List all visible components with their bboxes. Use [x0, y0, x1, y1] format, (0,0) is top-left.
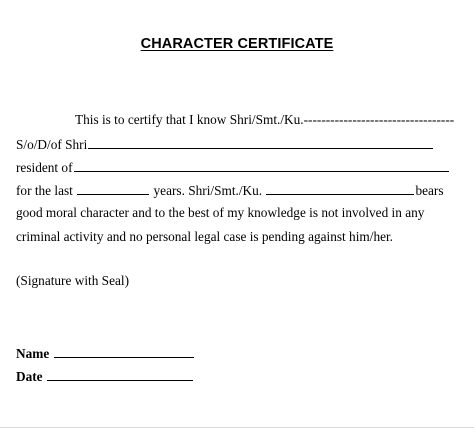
date-blank[interactable] [47, 367, 193, 381]
years-label: years. Shri/Smt./Ku. [153, 183, 263, 198]
duration-label: for the last [16, 183, 73, 198]
residence-blank[interactable] [74, 158, 449, 172]
parent-label: S/o/D/of Shri [16, 137, 88, 152]
certificate-title-text: CHARACTER CERTIFICATE [140, 36, 334, 52]
bears-label: bears [415, 183, 444, 198]
certificate-title [0, 36, 474, 52]
name-label: Name [16, 346, 50, 361]
name-field-row [16, 344, 195, 362]
character-line: good moral character and to the best of my knowledge is not involved in any [16, 205, 425, 220]
parent-line [16, 135, 434, 153]
criminal-record-line: criminal activity and no personal legal case is pending against him/her. [16, 229, 394, 244]
residence-label: resident of [16, 160, 73, 175]
date-field-row [16, 367, 194, 385]
certify-line: This is to certify that I know Shri/Smt./Ku.---------------------------------- [75, 112, 455, 127]
name-blank[interactable] [54, 344, 194, 358]
residence-line [16, 158, 450, 176]
parent-name-blank[interactable] [88, 135, 433, 149]
signature-label: (Signature with Seal) [16, 273, 129, 288]
person-name-blank[interactable] [266, 181, 414, 195]
years-blank[interactable] [77, 181, 149, 195]
duration-line [16, 181, 444, 199]
date-label: Date [16, 369, 43, 384]
